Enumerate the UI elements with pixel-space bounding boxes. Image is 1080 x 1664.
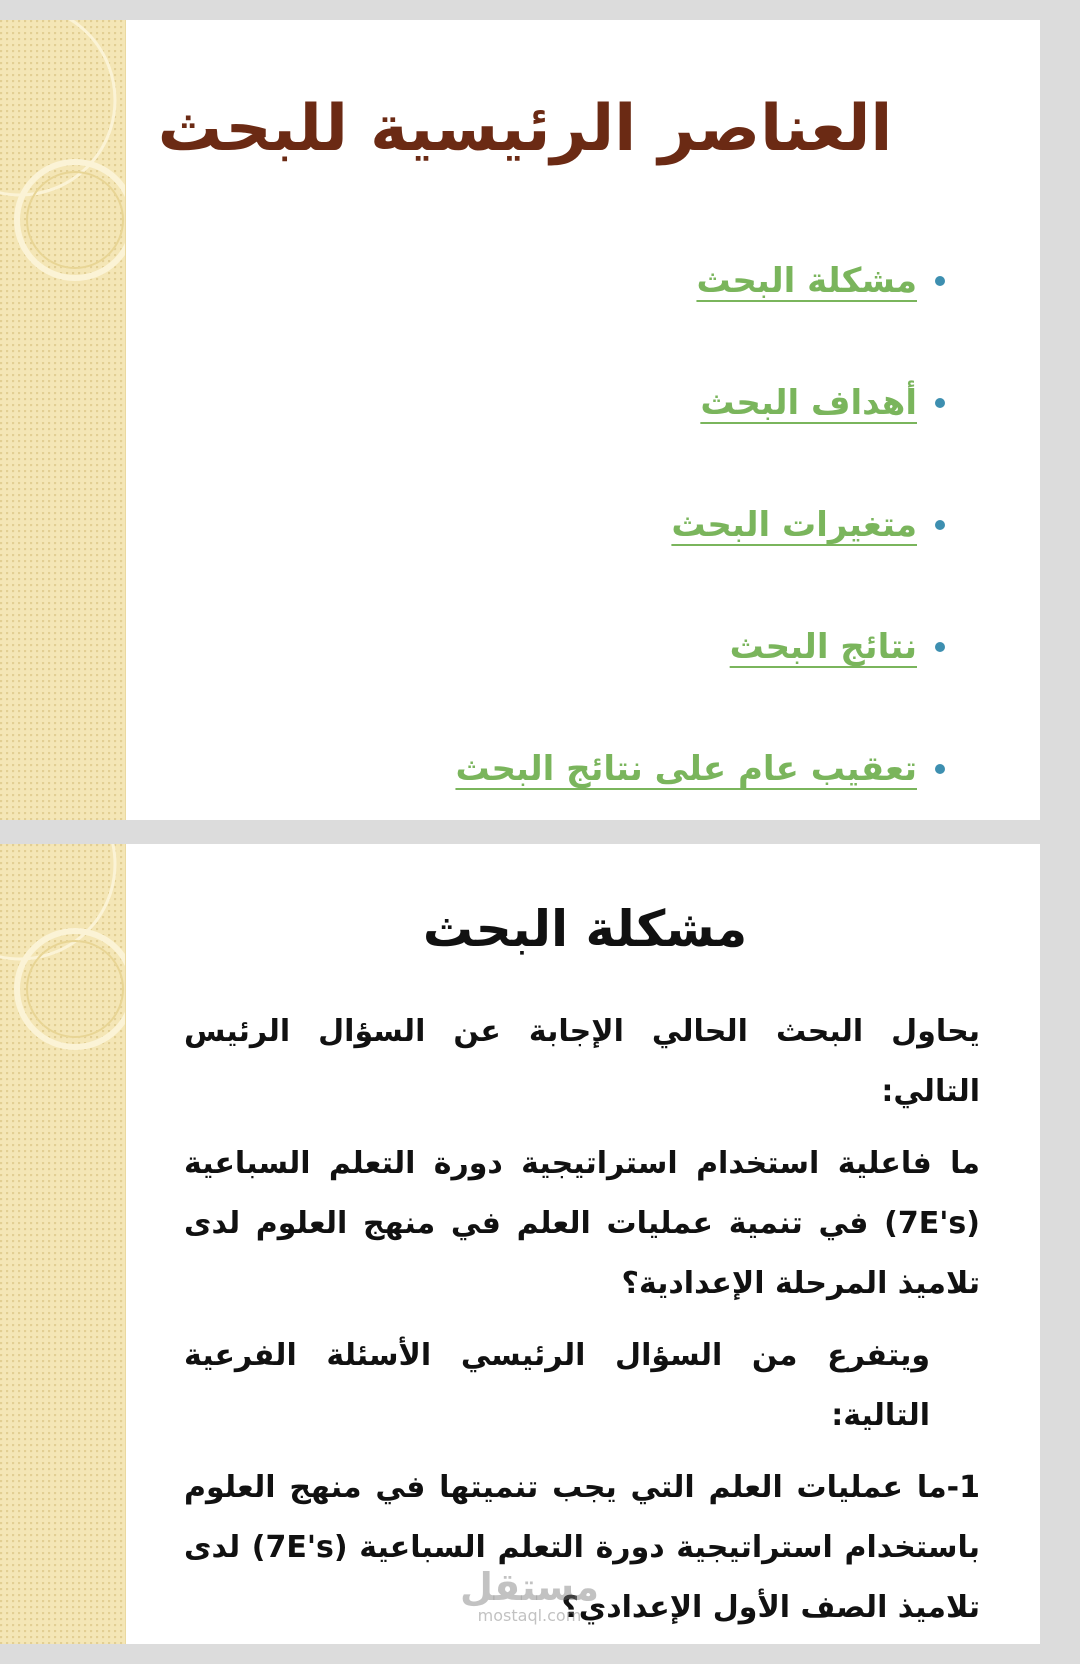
watermark-domain: mostaql.com [477,1606,582,1625]
list-item[interactable] [130,220,945,342]
circles-ornament-icon [0,844,125,1644]
list-item[interactable] [130,586,945,708]
list-item[interactable] [130,342,945,464]
list-item[interactable] [130,708,945,820]
list-item-label[interactable]: مشكلة البحث [696,261,917,301]
decorative-sidebar [0,844,126,1644]
bullet-dot-icon [935,642,945,652]
bullet-dot-icon [935,764,945,774]
slide-title: مشكلة البحث [422,900,748,958]
slide-2-content [130,844,1040,1644]
bullet-dot-icon [935,398,945,408]
bullet-dot-icon [935,276,945,286]
watermark [460,1565,599,1626]
bullet-list [130,220,945,820]
list-item-label[interactable]: أهداف البحث [700,383,917,423]
decorative-sidebar [0,20,126,820]
list-item-label[interactable]: متغيرات البحث [671,505,917,545]
circles-ornament-icon [0,20,125,820]
list-item[interactable] [130,464,945,586]
slide-body [184,1002,980,1644]
slide-1-content [130,20,1040,820]
bullet-dot-icon [935,520,945,530]
slide-1 [0,20,1040,820]
paragraph: 1-ما عمليات العلم التي يجب تنميتها في منهج العلوم باستخدام استراتيجية دورة التعلم السباعية (7E's) لدى تلاميذ الصف الأول الإعدادي؟ [184,1470,980,1625]
paragraph: ويتفرع من السؤال الرئيسي الأسئلة الفرعية التالية: [184,1338,930,1433]
list-item-label[interactable]: تعقيب عام على نتائج البحث [455,749,917,789]
paragraph: يحاول البحث الحالي الإجابة عن السؤال الرئيس التالي: [184,1014,980,1109]
paragraph: ما فاعلية استخدام استراتيجية دورة التعلم السباعية (7E's) في تنمية عمليات العلم في منهج العلوم لدى تلاميذ المرحلة الإعدادية؟ [184,1146,980,1301]
slide-2 [0,844,1040,1644]
watermark-brand: مستقل [460,1565,599,1609]
list-item-label[interactable]: نتائج البحث [729,627,917,667]
slide-title: العناصر الرئيسية للبحث [157,92,893,166]
